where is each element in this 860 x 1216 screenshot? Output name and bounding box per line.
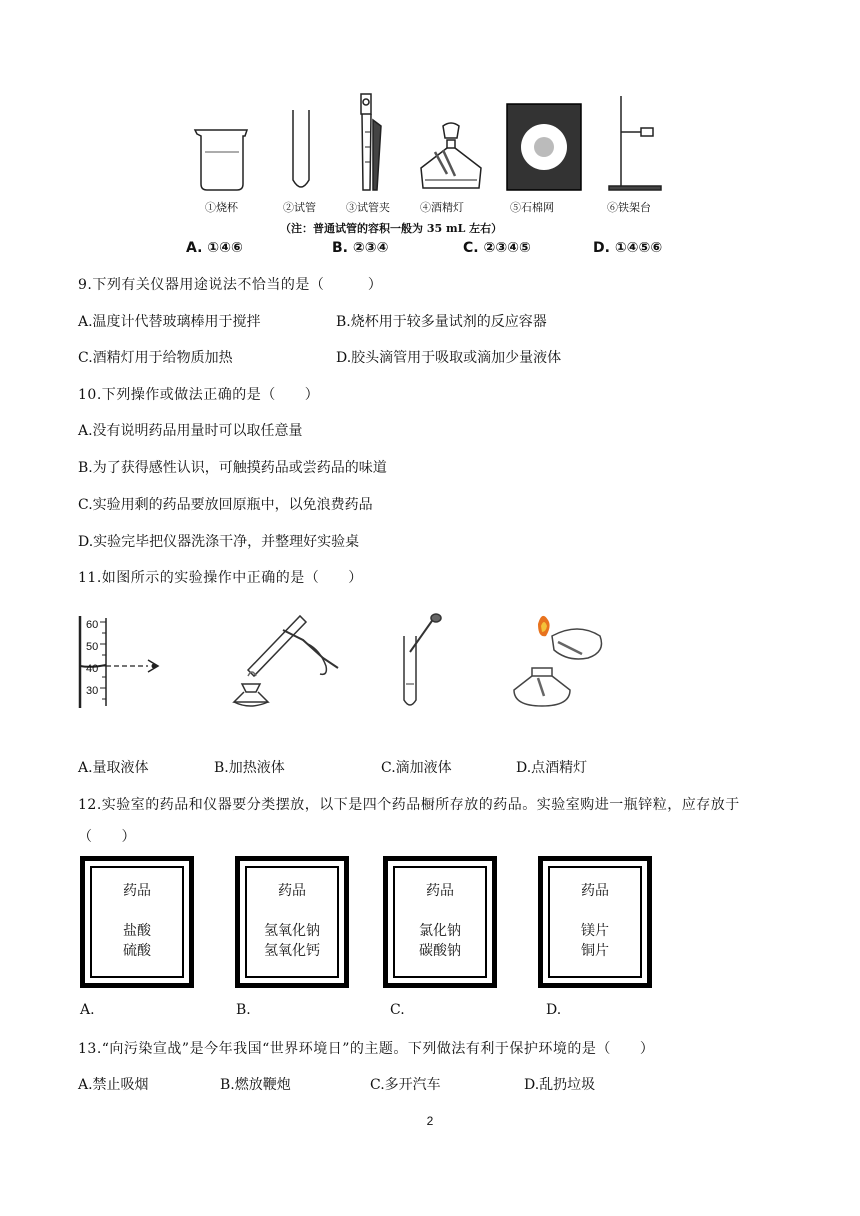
cabinet-item: 盐酸 [123, 923, 151, 939]
dropper-drawing [396, 612, 456, 712]
q12-option-a[interactable]: A. [80, 1002, 95, 1018]
cabinet-a [80, 856, 194, 988]
q12-stem-continued: （ ） [78, 829, 136, 845]
q12-option-d[interactable]: D. [546, 1002, 562, 1018]
scale-tick: 40 [86, 663, 99, 675]
q13-option-d[interactable]: D.乱扔垃圾 [524, 1077, 596, 1093]
q11-option-d[interactable]: D.点酒精灯 [516, 760, 588, 776]
cabinet-b [235, 856, 349, 988]
q13-stem: 13.“向污染宣战”是今年我国“世界环境日”的主题。下列做法有利于保护环境的是（ ） [78, 1041, 655, 1057]
cabinet-item: 镁片 [581, 923, 609, 939]
scale-tick: 60 [86, 619, 99, 631]
q8-option-b[interactable]: B. ②③④ [332, 240, 389, 256]
q10-option-b[interactable]: B.为了获得感性认识，可触摸药品或尝药品的味道 [78, 460, 387, 476]
q13-option-b[interactable]: B.燃放鞭炮 [220, 1077, 291, 1093]
test-tube-drawing [293, 110, 309, 187]
q11-option-a[interactable]: A.量取液体 [78, 760, 149, 776]
q11-option-b[interactable]: B.加热液体 [214, 760, 285, 776]
q10-option-c[interactable]: C.实验用剩的药品要放回原瓶中，以免浪费药品 [78, 497, 373, 513]
q9-stem: 9.下列有关仪器用途说法不恰当的是（ ） [78, 277, 383, 293]
q9-option-d[interactable]: D.胶头滴管用于吸取或滴加少量液体 [336, 350, 562, 366]
q12-stem: 12.实验室的药品和仪器要分类摆放，以下是四个药品橱所存放的药品。实验室购进一瓶锌粒，应存放于 [78, 797, 740, 813]
cabinet-title: 药品 [581, 883, 609, 899]
apparatus-label: ⑥铁架台 [607, 201, 651, 214]
apparatus-label: ②试管 [283, 201, 316, 214]
cabinet-item: 硫酸 [123, 943, 151, 959]
q9-option-b[interactable]: B.烧杯用于较多量试剂的反应容器 [336, 314, 547, 330]
q8-option-a[interactable]: A. ①④⑥ [186, 240, 243, 256]
cabinet-c [383, 856, 497, 988]
heating-liquid-drawing [228, 610, 348, 714]
q10-stem: 10.下列操作或做法正确的是（ ） [78, 387, 320, 403]
q10-option-d[interactable]: D.实验完毕把仪器洗涤干净，并整理好实验桌 [78, 534, 360, 550]
apparatus-label: ①烧杯 [205, 201, 238, 214]
q13-option-c[interactable]: C.多开汽车 [370, 1077, 441, 1093]
q13-option-a[interactable]: A.禁止吸烟 [78, 1077, 149, 1093]
cabinet-item: 氯化钠 [419, 923, 461, 939]
apparatus-label: ⑤石棉网 [510, 201, 554, 214]
q9-option-c[interactable]: C.酒精灯用于给物质加热 [78, 350, 233, 366]
q12-option-b[interactable]: B. [236, 1002, 251, 1018]
cabinet-d [538, 856, 652, 988]
cabinet-item: 氢氧化钙 [264, 943, 320, 959]
q9-option-a[interactable]: A.温度计代替玻璃棒用于搅拌 [78, 314, 261, 330]
scale-tick: 50 [86, 641, 99, 653]
figure-note: （注：普通试管的容积一般为 35 mL 左右） [280, 222, 503, 235]
q10-option-a[interactable]: A.没有说明药品用量时可以取任意量 [78, 423, 303, 439]
page-number: 2 [426, 1114, 434, 1128]
cabinet-title: 药品 [123, 883, 151, 899]
gauze-drawing [507, 104, 581, 190]
cabinet-item: 氢氧化钠 [264, 923, 320, 939]
alcohol-lamp-drawing [421, 123, 481, 188]
cabinet-title: 药品 [426, 883, 454, 899]
iron-stand-drawing [609, 96, 661, 190]
q8-option-c[interactable]: C. ②③④⑤ [463, 240, 531, 256]
q12-option-c[interactable]: C. [390, 1002, 405, 1018]
tube-holder-drawing [361, 94, 381, 190]
scale-tick: 30 [86, 685, 99, 697]
apparatus-label: ④酒精灯 [420, 201, 464, 214]
beaker-drawing [195, 130, 247, 190]
q8-option-d[interactable]: D. ①④⑤⑥ [593, 240, 663, 256]
apparatus-label: ③试管夹 [346, 201, 390, 214]
cabinet-item: 铜片 [581, 943, 609, 959]
cabinet-item: 碳酸钠 [419, 943, 461, 959]
q11-stem: 11.如图所示的实验操作中正确的是（ ） [78, 570, 363, 586]
q11-option-c[interactable]: C.滴加液体 [381, 760, 452, 776]
cabinet-title: 药品 [278, 883, 306, 899]
lighting-lamp-drawing [508, 606, 618, 714]
